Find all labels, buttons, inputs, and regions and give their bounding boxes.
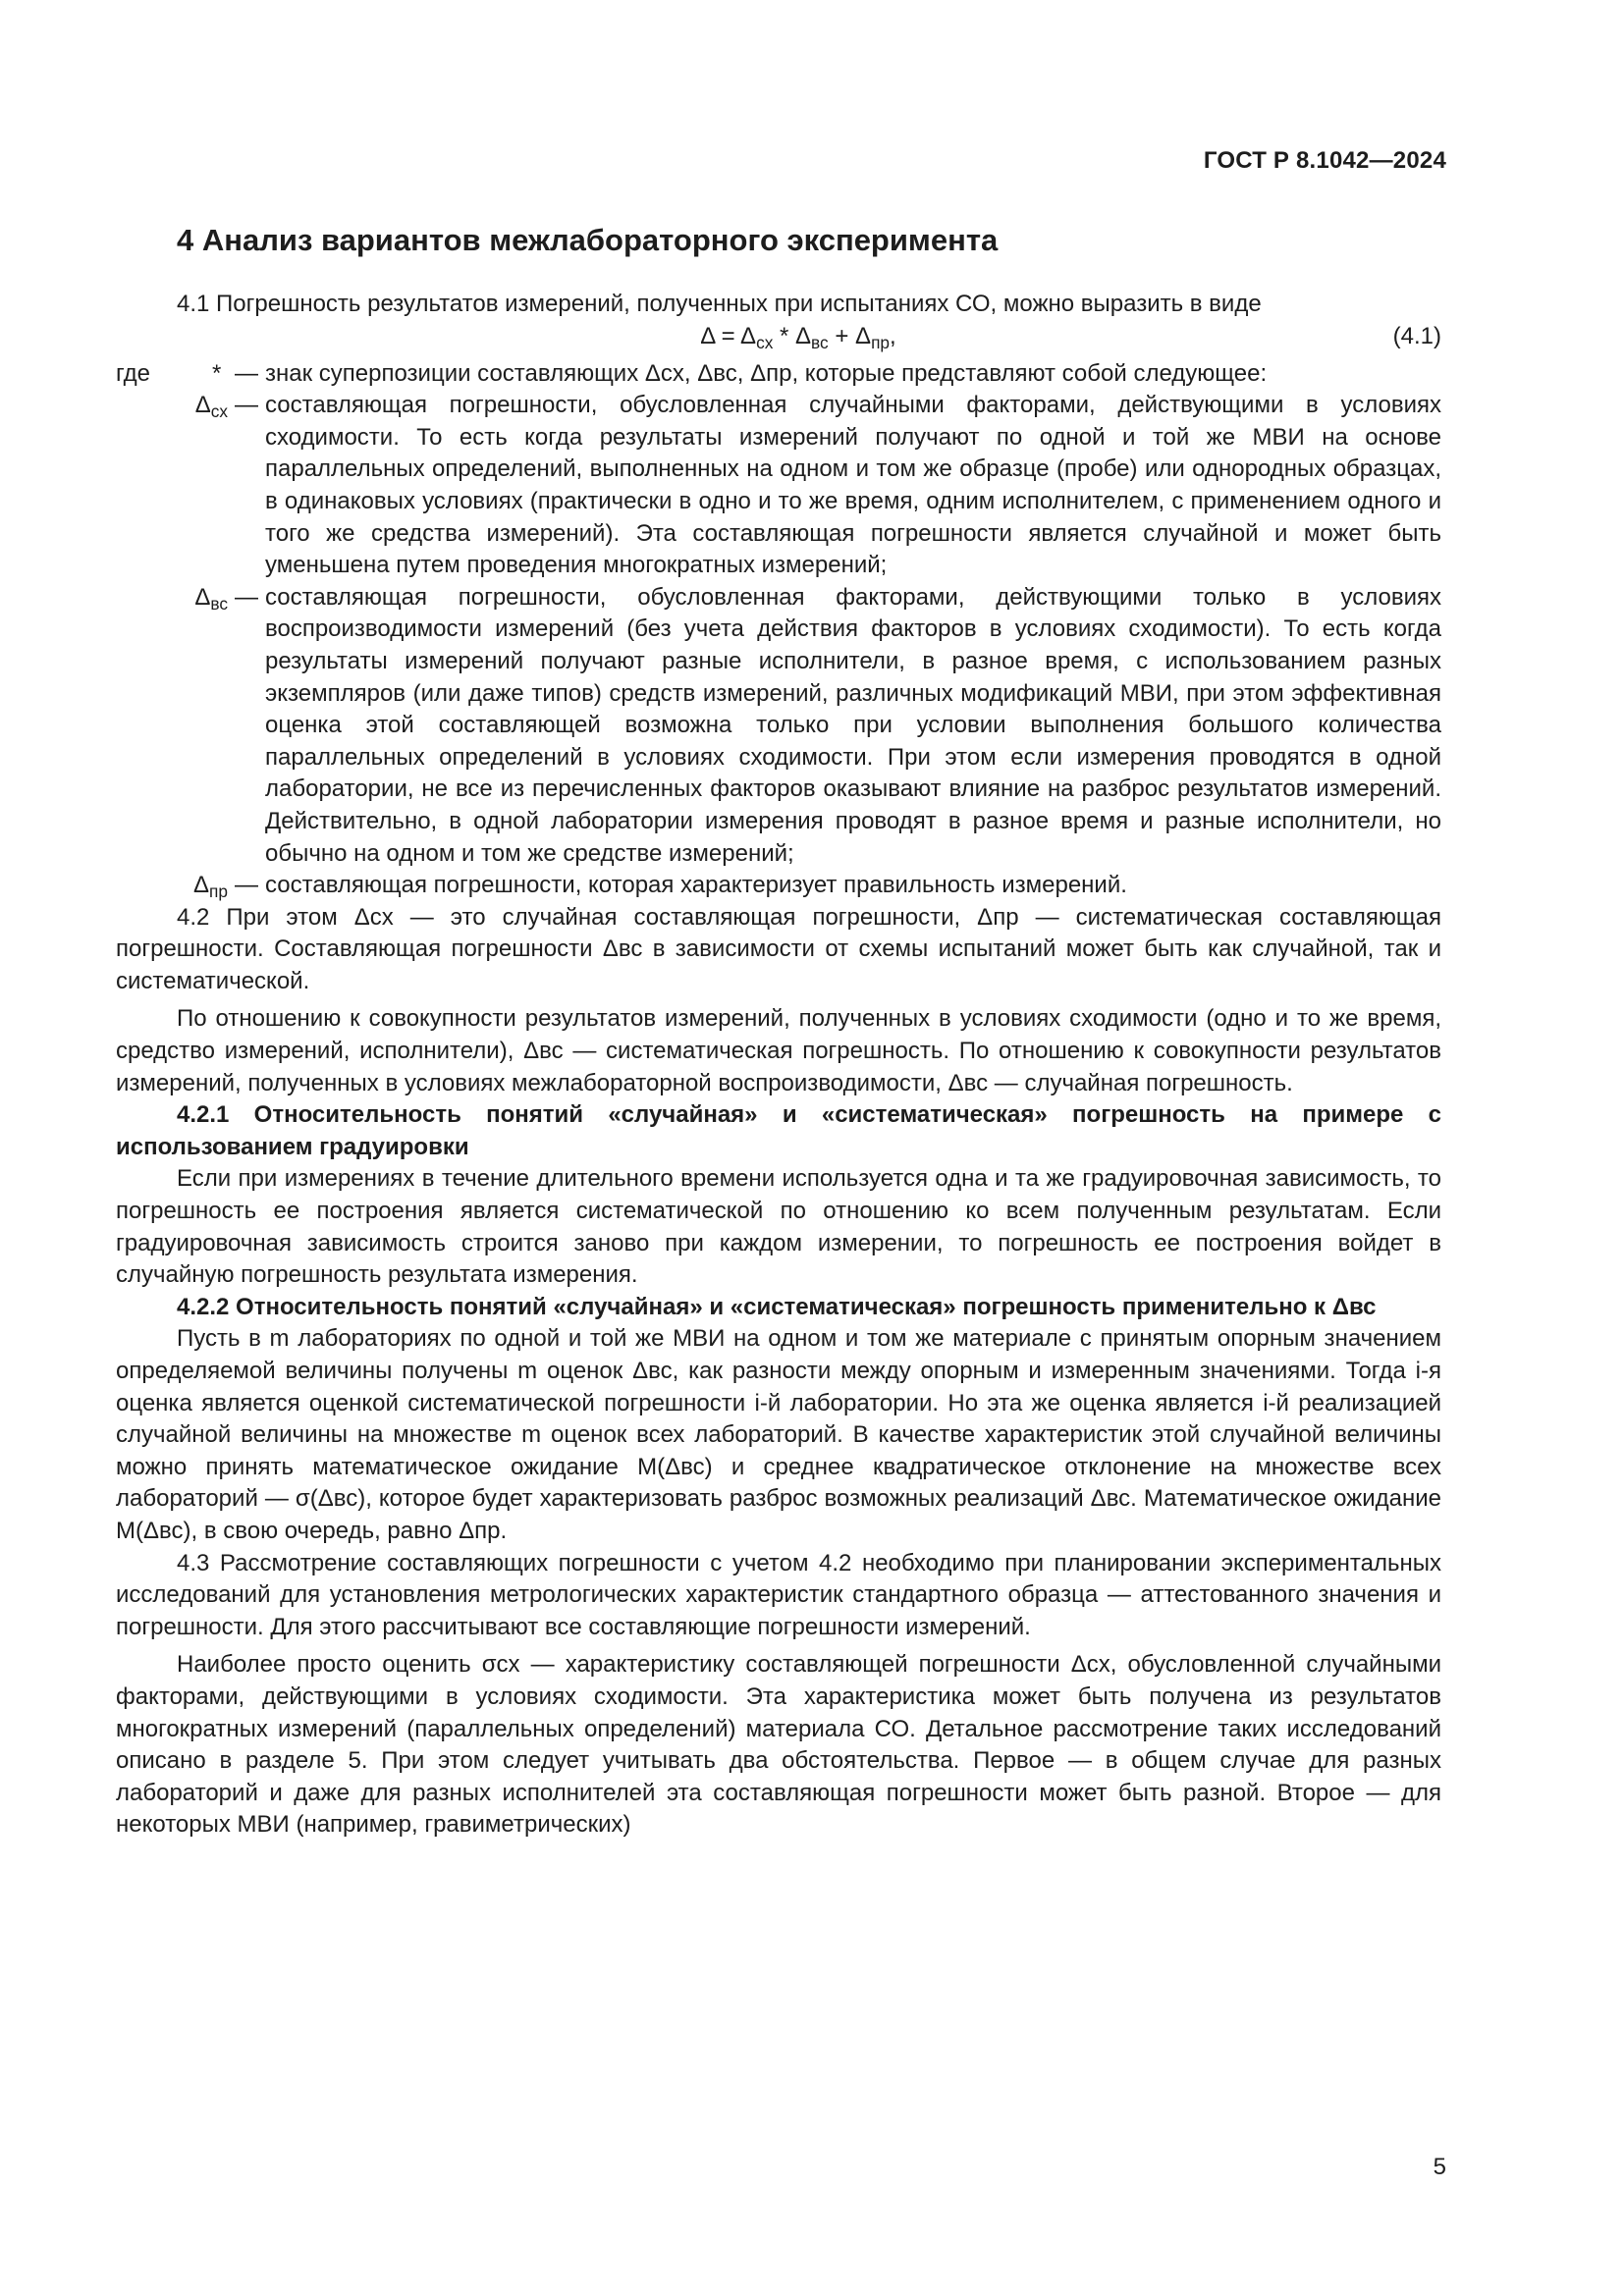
definition-text: знак суперпозиции составляющих Δсх, Δвс, Δпр, которые представляют собой следующее: (265, 359, 1268, 387)
paragraph-4-2-cont: По отношению к совокупности результатов измерений, полученных в условиях сходимости (одно и то же время, средство измерений, исполнители), Δвс — систематическая погрешность. По отношению к совокупности результатов измерений, полученных в условиях межлабораторной воспроизводимости, Δвс — случайная погрешность. (116, 1005, 1441, 1096)
definition-symbol: * (211, 359, 228, 387)
formula-4-1 (116, 321, 1441, 356)
definition-text: составляющая погрешности, обусловленная случайными факторами, действующими в условиях сходимости. То есть когда результаты измерений получают по одной и той же МВИ на основе параллельных определений, выполненных на одном и том же образце (пробе) или однородных образцах, в одинаковых условиях (практически в одно и то же время, одним исполнителем, с применением одного и того же средства измерений). Эта составляющая погрешности является случайной и может быть уменьшена путем проведения многократных измерений; (265, 392, 1441, 579)
definition-symbol: $\Delta_{сх}$ (194, 392, 228, 422)
definitions-list (116, 358, 1441, 902)
dash: — (235, 583, 258, 611)
paragraph-4-3: 4.3 Рассмотрение составляющих погрешности с учетом 4.2 необходимо при планировании экспериментальных исследований для установления метрологических характеристик стандартного образца — аттестованного значения и погрешности. Для этого рассчитывают все составляющие погрешности измерений. (116, 1549, 1441, 1640)
page-body (116, 221, 1441, 1842)
section-title: 4 Анализ вариантов межлабораторного эксперимента (177, 223, 999, 257)
definition-symbol: $\Delta_{пр}$ (193, 872, 228, 902)
paragraph-4-3-cont: Наиболее просто оценить σсх — характеристику составляющей погрешности Δсх, обусловленной случайными факторами, действующими в условиях сходимости. Эта характеристика может быть получена из результатов многократных измерений (параллельных определений) материала СО. Детальное рассмотрение таких исследований описано в разделе 5. При этом следует учитывать два обстоятельства. Первое — в общем случае для разных лабораторий и даже для разных исполнителей эта составляющая погрешности может быть разной. Второе — для некоторых МВИ (например, гравиметрических) (116, 1651, 1441, 1839)
definition-pr (116, 870, 1441, 902)
definition-symbol: $\Delta_{вс}$ (194, 583, 228, 614)
dash: — (235, 359, 258, 387)
paragraph-4-2: 4.2 При этом Δсх — это случайная составляющая погрешности, Δпр — систематическая составляющая погрешности. Составляющая погрешности Δвс в зависимости от схемы испытаний может быть как случайной, так и систематической. (116, 903, 1441, 994)
dash: — (235, 392, 258, 419)
definition-star (116, 358, 1441, 391)
heading-4-2-2: 4.2.2 Относительность понятий «случайная» и «систематическая» погрешность применительно к Δвс (177, 1293, 1377, 1320)
paragraph-4-1: 4.1 Погрешность результатов измерений, полученных при испытаниях СО, можно выразить в виде (177, 291, 1262, 317)
heading-4-2-1: 4.2.1 Относительность понятий «случайная» и «систематическая» погрешность на примере с использованием градуировки (116, 1101, 1441, 1160)
formula-number: (4.1) (1392, 322, 1441, 349)
definitions-lead: где (116, 359, 151, 387)
paragraph-4-2-2: Пусть в m лабораториях по одной и той же МВИ на одном и том же материале с принятым опорным значением определяемой величины получены m оценок Δвс, как разности между опорным и измеренным значениями. Тогда i-я оценка является оценкой систематической погрешности i-й лаборатории. Но эта же оценка является i-й реализацией случайной величины на множестве m оценок всех лабораторий. В качестве характеристик этой случайной величины можно принять математическое ожидание M(Δвс) и среднее квадратическое отклонение на множестве всех лабораторий — σ(Δвс), которое будет характеризовать разброс возможных реализаций Δвс. Математическое ожидание M(Δвс), в свою очередь, равно Δпр. (116, 1325, 1441, 1544)
dash: — (235, 872, 258, 899)
formula-expression: $\Delta = \Delta_{сх} * \Delta_{вс} + \Delta_{пр}$, (700, 322, 896, 352)
definition-sx (116, 390, 1441, 582)
definition-text: составляющая погрешности, которая характеризует правильность измерений. (265, 872, 1127, 899)
paragraph-4-2-1: Если при измерениях в течение длительного времени используется одна и та же градуировочная зависимость, то погрешность ее построения является систематической по отношению ко всем полученным результатам. Если градуировочная зависимость строится заново при каждом измерении, то погрешность ее построения войдет в случайную погрешность результата измерения. (116, 1165, 1441, 1289)
definition-vs (116, 582, 1441, 870)
page-number: 5 (1433, 2154, 1446, 2180)
document-code: ГОСТ Р 8.1042—2024 (1203, 147, 1446, 174)
definition-text: составляющая погрешности, обусловленная факторами, действующими только в условиях воспроизводимости измерений (без учета действия факторов в условиях сходимости). То есть когда результаты измерений получают разные исполнители, в разное время, с использованием разных экземпляров (или даже типов) средств измерений, различных модификаций МВИ, при этом эффективная оценка этой составляющей возможна только при условии выполнения большого количества параллельных определений в условиях сходимости. При этом если измерения проводятся в одной лаборатории, не все из перечисленных факторов оказывают влияние на разброс результатов измерений. Действительно, в одной лаборатории измерения проводят в разное время и разные исполнители, но обычно на одном и том же средстве измерений; (265, 583, 1441, 867)
